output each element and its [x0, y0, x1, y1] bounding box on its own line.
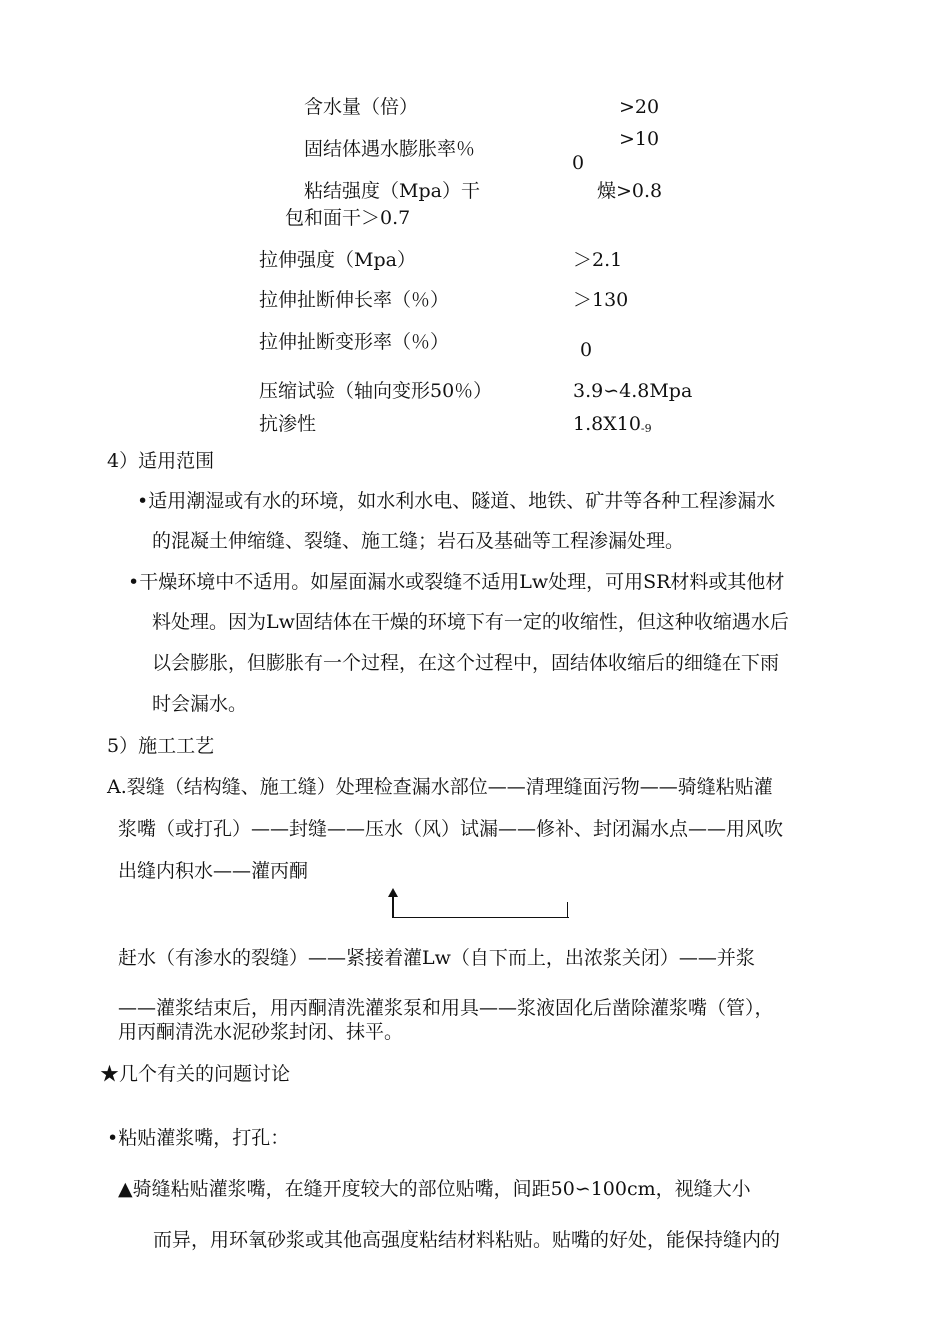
discussion-bullet: •粘贴灌浆嘴，打孔：	[107, 1127, 290, 1149]
prop-value-bond-strength: 燥>0.8	[597, 180, 663, 202]
prop-name-deformation: 拉伸扯断变形率（％）	[259, 331, 450, 353]
impermeability-exponent: -9	[640, 422, 652, 435]
section-5-line4: 赶水（有渗水的裂缝）——紧接着灌Lw（自下而上，出浓浆关闭）——并浆	[118, 947, 755, 969]
discussion-heading: ★几个有关的问题讨论	[100, 1063, 291, 1085]
prop-value-water-content: >20	[619, 96, 660, 118]
prop-extra-swelling-rate: 0	[572, 152, 585, 174]
section-4-bullet1-line1: •适用潮湿或有水的环境，如水利水电、隧道、地铁、矿井等各种工程渗漏水	[137, 490, 776, 512]
section-5-line5: ——灌浆结束后，用丙酮清洗灌浆泵和用具——浆液固化后凿除灌浆嘴（管），	[118, 997, 774, 1019]
section-4-bullet2-line1: •干燥环境中不适用。如屋面漏水或裂缝不适用Lw处理，可用SR材料或其他材	[128, 571, 785, 593]
prop-value-elongation: ＞130	[573, 289, 629, 311]
prop-name-tensile-strength: 拉伸强度（Mpa）	[259, 249, 416, 271]
flow-return-tick	[567, 902, 568, 917]
prop-value-tensile-strength: ＞2.1	[573, 249, 623, 271]
section-4-bullet2-line2: 料处理。因为Lw固结体在干燥的环境下有一定的收缩性，但这种收缩遇水后	[152, 611, 789, 633]
prop-cont-bond-strength: 包和面干＞0.7	[285, 207, 411, 229]
prop-value-swelling-rate: >10	[619, 128, 660, 150]
discussion-tri-line2: 而异，用环氧砂浆或其他高强度粘结材料粘贴。贴嘴的好处，能保持缝内的	[153, 1229, 781, 1251]
up-arrow-icon	[388, 888, 398, 918]
prop-name-water-content: 含水量（倍）	[304, 96, 419, 118]
prop-name-compression: 压缩试验（轴向变形50％）	[259, 380, 493, 402]
section-4-bullet2-line4: 时会漏水。	[152, 693, 248, 715]
section-4-bullet1-line2: 的混凝土伸缩缝、裂缝、施工缝；岩石及基础等工程渗漏处理。	[152, 530, 685, 552]
prop-value-impermeability: 1.8X10-9	[573, 413, 652, 435]
section-4-heading: 4）适用范围	[107, 450, 215, 472]
section-5-heading: 5）施工工艺	[107, 735, 215, 757]
section-5-line1: A.裂缝（结构缝、施工缝）处理检查漏水部位——清理缝面污物——骑缝粘贴灌	[107, 776, 773, 798]
section-5-line3: 出缝内积水——灌丙酮	[118, 860, 309, 882]
prop-name-elongation: 拉伸扯断伸长率（％）	[259, 289, 450, 311]
prop-value-compression: 3.9∽4.8Mpa	[573, 380, 693, 402]
prop-name-impermeability: 抗渗性	[259, 413, 317, 435]
section-5-line2: 浆嘴（或打孔）——封缝——压水（风）试漏——修补、封闭漏水点——用风吹	[118, 818, 784, 840]
flow-return-line	[394, 917, 569, 918]
section-5-line6: 用丙酮清洗水泥砂浆封闭、抹平。	[118, 1021, 404, 1043]
prop-name-bond-strength: 粘结强度（Mpa）干	[304, 180, 480, 202]
discussion-tri-line1: ▲骑缝粘贴灌浆嘴，在缝开度较大的部位贴嘴，间距50∽100cm，视缝大小	[118, 1178, 751, 1200]
prop-name-swelling-rate: 固结体遇水膨胀率％	[304, 138, 476, 160]
section-4-bullet2-line3: 以会膨胀，但膨胀有一个过程，在这个过程中，固结体收缩后的细缝在下雨	[152, 652, 780, 674]
prop-value-deformation: 0	[580, 339, 593, 361]
